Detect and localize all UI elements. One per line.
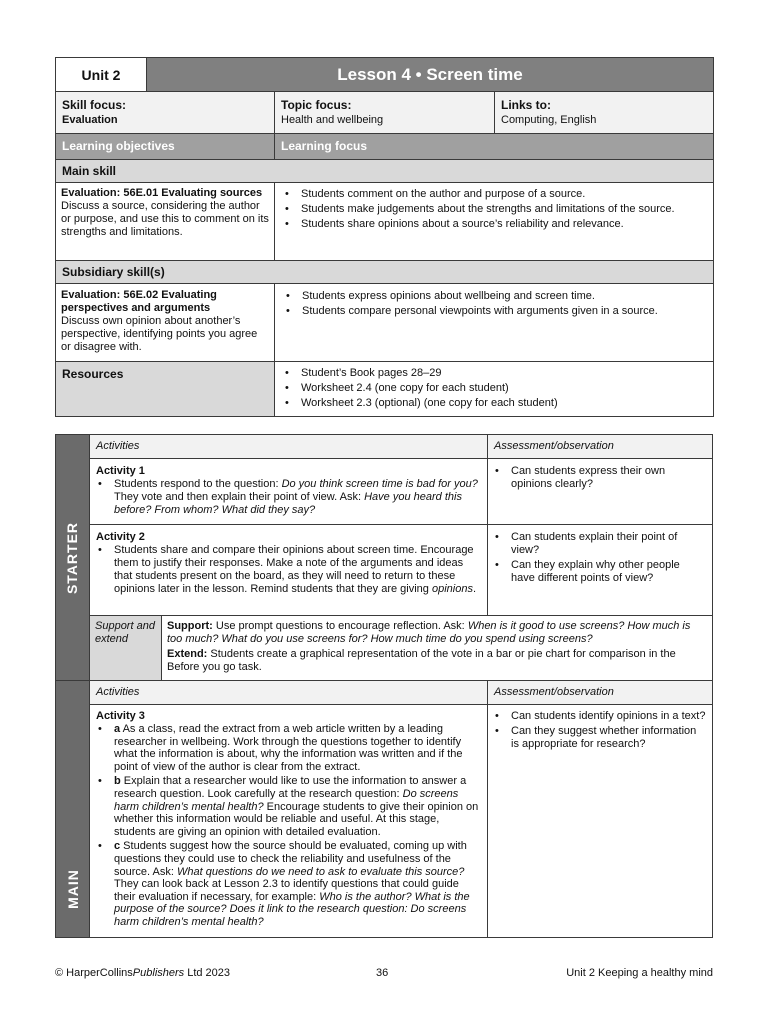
footer-unit-title: Unit 2 Keeping a healthy mind xyxy=(566,967,713,979)
list-item: • Students share opinions about a source’s reliability and relevance. xyxy=(301,217,707,231)
list-item: • c Students suggest how the source should be evaluated, coming up with questions they could use to check the reliability and usefulness of the source. Ask: What questions do we need to ask to evaluate this source? They can look back at Lesson 2.3 to identify questions that could guide their evaluation if necessary, for example: Who is the author? What is the purpose of the source? Does it link to the research question: Do screens harm children’s mental health? xyxy=(114,840,481,928)
topic-focus-cell xyxy=(274,91,495,134)
resources-label-cell xyxy=(55,361,275,417)
support-extend-label: Support and extend xyxy=(95,620,155,645)
list-item: • Students respond to the question: Do you think screen time is bad for you? They vote and then explain their point of view. Ask: Have you heard this before? From whom? What did they say? xyxy=(114,478,481,517)
support-text: Support: Use prompt questions to encourage reflection. Ask: When is it good to use screens? How much is too much? What do you use screens for? How much time do you spend using screens? xyxy=(167,620,691,645)
list-item: • b Explain that a researcher would like to use the information to answer a research question. Look carefully at the research question: Do screens harm children’s mental health? Encourage students to give their opinion on whether this information would be reliable and useful. At this stage, students are giving an opinion with detailed evaluation. xyxy=(114,775,481,838)
links-value: Computing, English xyxy=(501,114,597,126)
activity-1-title: Activity 1 xyxy=(96,465,145,477)
extend-text: Extend: Students create a graphical representation of the vote in a bar or pie chart for comparison in the Before you go task. xyxy=(167,648,676,673)
list-item: • Worksheet 2.4 (one copy for each student) xyxy=(301,381,707,395)
resources-label: Resources xyxy=(62,367,124,381)
skill-focus-cell xyxy=(55,91,275,134)
list-item: • Students make judgements about the strengths and limitations of the source. xyxy=(301,202,707,216)
subsidiary-description: Discuss own opinion about another’s perspective, identifying points you agree or disagree with. xyxy=(61,315,258,353)
support-extend-label-cell xyxy=(89,615,162,681)
support-extend-cell xyxy=(161,615,713,681)
links-label: Links to: xyxy=(501,98,551,112)
list-item: • Can students express their own opinions clearly? xyxy=(511,465,706,491)
main-skill-heading: Main skill xyxy=(55,159,714,183)
main-skill-description: Discuss a source, considering the author or purpose, and use this to comment on its strengths and limitations. xyxy=(61,200,269,238)
list-item: • Worksheet 2.3 (optional) (one copy for each student) xyxy=(301,396,707,410)
subsidiary-focus-cell xyxy=(274,283,714,362)
footer-copyright: © HarperCollinsPublishers Ltd 2023 xyxy=(55,967,231,979)
resources-list xyxy=(281,366,707,410)
list-item: • Students share and compare their opinions about screen time. Encourage them to justify their responses. Make a note of the arguments and ideas that students present on the board, as they will need to return to these opinions later in the lesson. Remind students that they are giving opinions. xyxy=(114,544,481,596)
starter-side-label xyxy=(55,434,90,681)
starter-assessment-header: Assessment/observation xyxy=(487,434,713,459)
subsidiary-skill-heading: Subsidiary skill(s) xyxy=(55,260,714,284)
main-side-label xyxy=(55,680,90,938)
main-skill-description-cell xyxy=(55,182,275,261)
starter-label: STARTER xyxy=(64,521,81,594)
topic-focus-label: Topic focus: xyxy=(281,98,352,112)
links-cell xyxy=(494,91,714,134)
topic-focus-value: Health and wellbeing xyxy=(281,114,384,126)
page-number: 36 xyxy=(376,967,389,979)
list-item: • Student’s Book pages 28–29 xyxy=(301,366,707,380)
subsidiary-description-cell xyxy=(55,283,275,362)
starter-activities-header: Activities xyxy=(89,434,488,459)
main-skill-bullets xyxy=(281,187,707,231)
main-activities-header: Activities xyxy=(89,680,488,705)
main-skill-focus-cell xyxy=(274,182,714,261)
list-item: • Students comment on the author and purpose of a source. xyxy=(301,187,707,201)
list-item: • Can students identify opinions in a text? xyxy=(511,710,706,723)
activity-1-cell xyxy=(89,458,488,525)
activity-3-title: Activity 3 xyxy=(96,710,145,722)
list-item: • Students express opinions about wellbeing and screen time. xyxy=(302,289,706,303)
activity-2-title: Activity 2 xyxy=(96,531,145,543)
skill-focus-label: Skill focus: xyxy=(62,98,127,112)
learning-focus-header: Learning focus xyxy=(274,133,714,160)
list-item: • Students compare personal viewpoints with arguments given in a source. xyxy=(302,304,706,318)
list-item: • Can they suggest whether information is appropriate for research? xyxy=(511,725,706,751)
lesson-title: Lesson 4 • Screen time xyxy=(146,57,714,92)
activity-3-assessment-cell xyxy=(487,704,713,938)
main-assessment-header: Assessment/observation xyxy=(487,680,713,705)
activity-3-cell xyxy=(89,704,488,938)
activity-1-assessment-cell xyxy=(487,458,713,525)
activity-2-assessment-cell xyxy=(487,524,713,616)
main-label: MAIN xyxy=(64,869,81,909)
skill-focus-value: Evaluation xyxy=(62,114,118,126)
learning-objectives-header: Learning objectives xyxy=(55,133,275,160)
main-skill-title: Evaluation: 56E.01 Evaluating sources xyxy=(61,187,263,199)
activity-2-cell xyxy=(89,524,488,616)
resources-list-cell xyxy=(274,361,714,417)
subsidiary-bullets xyxy=(282,289,706,318)
list-item: • Can they explain why other people have different points of view? xyxy=(511,559,706,585)
unit-label: Unit 2 xyxy=(55,57,147,92)
list-item: • a As a class, read the extract from a web article written by a leading researcher in wellbeing. Work through the questions together to identify what the information is about, why the information was written and if the point of view of the author is clear from the extract. xyxy=(114,723,481,773)
list-item: • Can students explain their point of view? xyxy=(511,531,706,557)
subsidiary-title: Evaluation: 56E.02 Evaluating perspectives and arguments xyxy=(61,289,217,314)
